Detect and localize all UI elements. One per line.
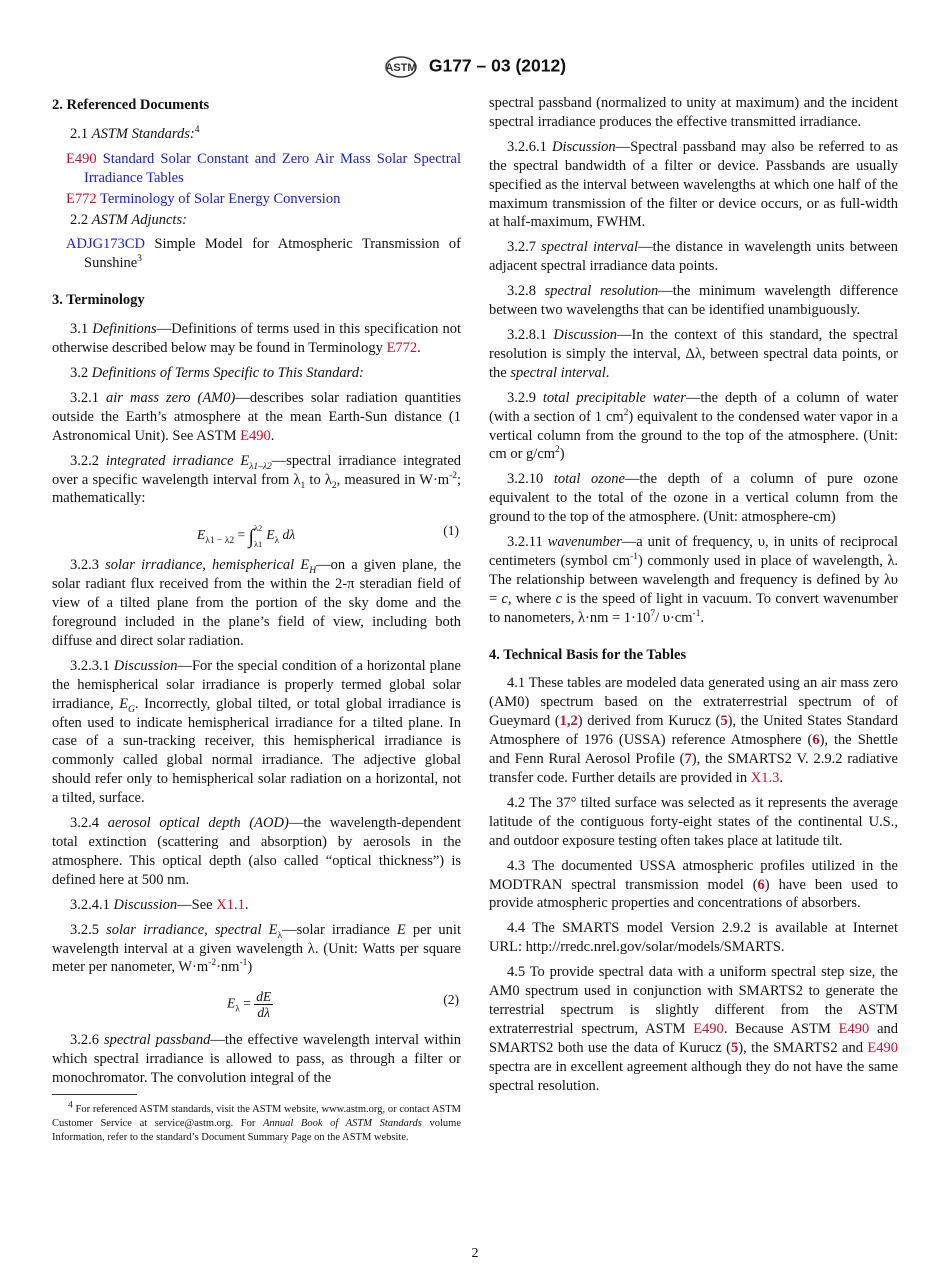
text-run: —on a given plane, the solar radiant flux received from the within the 2-π steradian field of view of a tilted plane from the portion of the sky dome and the foreground included in the plane’s field of view, including both diffuse and direct solar radiation. bbox=[52, 557, 461, 649]
text-run: total ozone bbox=[553, 471, 625, 488]
text-run: 3.2.1 bbox=[70, 389, 107, 406]
text-run: . bbox=[270, 427, 275, 444]
superscript: -2 bbox=[208, 958, 217, 969]
document-header bbox=[0, 55, 950, 79]
paragraph bbox=[489, 138, 898, 233]
paragraph bbox=[52, 1031, 461, 1088]
text-run: —Definitions of terms used in this specification not otherwise described below may be found in Terminology bbox=[52, 321, 462, 357]
text-run: ) commonly used in place of wavelength, λ. The relationship between wavelength and frequency is defined by λυ = bbox=[489, 552, 898, 607]
right-column bbox=[489, 94, 898, 1102]
text-run: 4.2 The 37° tilted surface was selected as it represents the average latitude of the contiguous forty-eight states of the continental U.S., and outdoor exposure testing often takes place at latitude tilt. bbox=[489, 794, 898, 849]
reference-link[interactable]: Standard Solar Constant and Zero Air Mass Solar Spectral Irradiance Tables bbox=[84, 150, 461, 186]
equation-2 bbox=[52, 983, 461, 1023]
text-run: c bbox=[555, 590, 562, 607]
text-run: —Spectral passband may also be referred to as the spectral bandwidth of a filter or device. Passbands are usually specified as the interval between wavelengths at which one half of the maximum transmission of the filter or device occurs, or as full-width at half-maximum, FWHM. bbox=[489, 138, 899, 231]
text-run: —the distance in wavelength units between adjacent spectral irradiance data points. bbox=[489, 239, 898, 275]
paragraph bbox=[489, 963, 898, 1095]
eq-upper-limit: λ2 bbox=[253, 523, 263, 534]
text-run: Annual Book of ASTM Standards bbox=[262, 1118, 422, 1129]
text-run: ASTM Standards: bbox=[91, 125, 195, 142]
text-run: 3.2.3.1 bbox=[70, 657, 114, 674]
text-run: , where bbox=[507, 590, 556, 607]
reference-link[interactable]: E490 bbox=[240, 427, 271, 444]
text-run: ASTM Adjuncts: bbox=[91, 211, 187, 228]
superscript: -2 bbox=[449, 470, 457, 481]
text-run: 4.5 To provide spectral data with a uniform spectral step size, the AM0 spectrum used in conjunction with SMARTS2 to generate the terrestrial spectrum is slightly different from the ASTM extraterrestrial spectrum, ASTM bbox=[489, 964, 898, 1037]
text-run: . Incorrectly, global tilted, or total global irradiance is often used to indicate hemispherical irradiance for a tilted plane. In case of a sun-tracking receiver, this hemispherical irradiance is commonly called global normal irradiance. The adjective global should refer only to hemispherical solar radiation on a horizontal, not a tilted, surface. bbox=[52, 695, 461, 807]
footnote-text bbox=[52, 1100, 461, 1145]
paragraph bbox=[489, 389, 898, 465]
section-heading bbox=[52, 94, 461, 115]
text-run: —For the special condition of a horizontal plane the hemispherical solar irradiance is properly termed global solar irradiance, bbox=[52, 657, 461, 712]
text-run: 3.2.10 bbox=[507, 471, 554, 488]
text-run: —the effective wavelength interval within which spectral irradiance is allowed to pass, as through a filter or monochromator. The convolution integral of the bbox=[52, 1032, 462, 1087]
eq-lower-limit: λ1 bbox=[253, 539, 263, 550]
paragraph bbox=[52, 896, 461, 915]
fraction bbox=[254, 989, 273, 1020]
paragraph bbox=[52, 814, 461, 890]
superscript: -1 bbox=[239, 958, 248, 969]
paragraph bbox=[489, 794, 898, 851]
text-run: . bbox=[779, 770, 783, 786]
eq-lhs: E bbox=[197, 527, 206, 543]
text-run: For referenced ASTM standards, visit the ASTM website, www.astm.org, or contact ASTM Customer Service at service@astm.org. For bbox=[52, 1104, 461, 1129]
reference-link[interactable]: E490 bbox=[838, 1020, 870, 1037]
text-run: . bbox=[244, 896, 249, 913]
text-run: ) bbox=[559, 446, 565, 463]
text-run: 3.2.4.1 bbox=[70, 896, 114, 913]
left-column bbox=[52, 94, 461, 1094]
equation-number: (2) bbox=[443, 992, 459, 1008]
text-run: 4.1 These tables are modeled data generated using an air mass zero (AM0) spectrum based on the extraterrestrial spectrum of of Gueymard ( bbox=[489, 675, 898, 730]
reference-link[interactable]: 5 bbox=[720, 713, 728, 730]
text-run: —solar irradiance bbox=[282, 921, 397, 938]
text-run: 3.2.9 bbox=[507, 389, 543, 406]
paragraph bbox=[52, 921, 461, 978]
integral-sign: ∫ bbox=[248, 526, 254, 549]
text-run: ), the Shettle and Fenn Rural Aerosol Profile ( bbox=[489, 732, 898, 768]
text-run: per unit wavelength interval at a given wavelength λ. (Unit: Watts per square meter per nanometer, W·m bbox=[52, 921, 461, 976]
text-run: ) bbox=[247, 959, 253, 976]
reference-link[interactable]: X1.1 bbox=[216, 896, 245, 913]
text-run: volume Information, refer to the standard’s Document Summary Page on the ASTM website. bbox=[52, 1118, 461, 1143]
superscript: 7 bbox=[650, 608, 656, 619]
text-run: aerosol optical depth (AOD) bbox=[107, 815, 289, 832]
paragraph bbox=[489, 857, 898, 914]
text-run: spectral passband bbox=[103, 1032, 211, 1049]
text-run: 3.2.7 bbox=[507, 239, 542, 256]
eq-lhs-subscript: λ bbox=[235, 1004, 240, 1015]
reference-link[interactable]: E490 bbox=[66, 150, 97, 167]
eq-integrand: E bbox=[266, 527, 275, 543]
reference-link[interactable]: E772 bbox=[386, 340, 418, 357]
text-run: ) have been used to provide atmospheric properties and concentrations of absorbers. bbox=[489, 876, 898, 912]
paragraph bbox=[489, 326, 898, 383]
superscript: -1 bbox=[630, 552, 638, 563]
text-run: ), the SMARTS2 and bbox=[738, 1039, 868, 1056]
eq-integrand-subscript: λ bbox=[274, 536, 280, 547]
text-run: 2.1 bbox=[70, 125, 92, 142]
text-run: 3.2.8 bbox=[507, 283, 545, 300]
text-run: 3.2.3 bbox=[70, 557, 106, 574]
superscript: 3 bbox=[137, 254, 142, 265]
text-run: c bbox=[501, 590, 508, 607]
text-run: 3.1 bbox=[70, 321, 93, 338]
text-run: 3.2.11 bbox=[507, 534, 548, 551]
subscript: G bbox=[128, 704, 135, 715]
text-run: ·nm bbox=[216, 959, 240, 976]
paragraph bbox=[52, 389, 461, 446]
text-run: ), the United States Standard Atmosphere of 1976 (USSA) reference Atmosphere ( bbox=[489, 713, 899, 749]
text-run: to λ bbox=[305, 471, 332, 488]
text-run: spectral resolution bbox=[544, 283, 659, 300]
text-run: total precipitable water bbox=[542, 389, 686, 406]
text-run: 3.2.6.1 bbox=[507, 138, 553, 155]
text-run: 3.2.5 bbox=[70, 921, 107, 938]
reference-link[interactable]: 7 bbox=[684, 751, 692, 768]
paragraph bbox=[489, 674, 898, 787]
eq-numerator: dE bbox=[256, 989, 272, 1005]
eq-equals: = bbox=[237, 527, 246, 543]
eq-lhs: E bbox=[227, 995, 236, 1011]
svg-text:ASTM: ASTM bbox=[385, 62, 417, 74]
paragraph bbox=[489, 470, 898, 527]
text-run: ) derived from Kurucz ( bbox=[577, 713, 721, 730]
eq-differential: dλ bbox=[282, 527, 296, 543]
text-run: is the speed of light in vacuum. To convert wavenumber to nanometers, λ·nm = 1·10 bbox=[489, 590, 898, 626]
text-run: 2. Referenced Documents bbox=[52, 97, 210, 113]
referenced-document bbox=[52, 150, 461, 188]
paragraph bbox=[52, 125, 461, 144]
text-run: Discussion bbox=[553, 326, 618, 343]
text-run: —the depth of a column of pure ozone equivalent to the total of the ozone in a vertical column from the ground to the top of the atmosphere. (Unit: atmosphere-cm) bbox=[489, 471, 899, 526]
superscript: 4 bbox=[68, 1100, 73, 1111]
text-run: 4. Technical Basis for the Tables bbox=[489, 646, 687, 663]
page-number: 2 bbox=[471, 1246, 479, 1261]
text-run: . bbox=[417, 340, 421, 357]
superscript: 4 bbox=[194, 125, 200, 136]
subscript: λ bbox=[277, 930, 283, 941]
paragraph bbox=[489, 282, 898, 320]
astm-logo-icon bbox=[384, 55, 418, 79]
text-run: . bbox=[605, 364, 610, 381]
subscript: λ1–λ2 bbox=[249, 461, 272, 472]
reference-link[interactable]: 6 bbox=[812, 732, 820, 749]
reference-link[interactable]: Terminology of Solar Energy Conversion bbox=[96, 190, 341, 207]
text-run: ), the SMARTS2 V. 2.9.2 radiative transfer code. Further details are provided in bbox=[489, 751, 898, 786]
text-run: spectra are in excellent agreement although they do not have the same spectral resolution. bbox=[489, 1058, 898, 1094]
text-run: —a unit of frequency, υ, in units of reciprocal centimeters (symbol cm bbox=[489, 534, 899, 569]
text-run: air mass zero (AM0) bbox=[106, 389, 236, 406]
text-run: spectral passband (normalized to unity at maximum) and the incident spectral irradiance produces the effective transmitted irradiance. bbox=[489, 95, 898, 130]
paragraph bbox=[52, 657, 461, 808]
footnote bbox=[52, 1094, 461, 1145]
reference-link[interactable]: 1,2 bbox=[559, 713, 578, 730]
subscript: 1 bbox=[300, 480, 306, 491]
text-run: 3.2.4 bbox=[70, 815, 108, 832]
text-run: . Because ASTM bbox=[723, 1020, 839, 1037]
text-run: —spectral irradiance integrated over a specific wavelength interval from λ bbox=[52, 452, 462, 488]
text-run: 3.2.6 bbox=[70, 1032, 104, 1049]
text-run: 4.3 The documented USSA atmospheric profiles utilized in the MODTRAN spectral transmission model ( bbox=[489, 857, 898, 893]
document-title: G177 – 03 (2012) bbox=[428, 55, 567, 76]
text-run: integrated irradiance E bbox=[105, 452, 250, 469]
reference-link[interactable]: 6 bbox=[757, 876, 765, 893]
text-run: 3.2.8.1 bbox=[507, 326, 554, 343]
subscript: 2 bbox=[331, 480, 337, 491]
paragraph bbox=[52, 556, 461, 651]
eq-equals: = bbox=[243, 995, 251, 1011]
text-run: —describes solar radiation quantities outside the Earth’s atmosphere at the mean Earth-Sun distance (1 Astronomical Unit). See ASTM bbox=[52, 389, 461, 444]
text-run: , measured in W·m bbox=[336, 471, 450, 488]
paragraph bbox=[52, 320, 461, 358]
text-run: E bbox=[119, 695, 129, 712]
reference-link[interactable]: E490 bbox=[693, 1020, 724, 1037]
text-run: 4.4 The SMARTS model Version 2.9.2 is available at Internet URL: http://rredc.nrel.gov/solar/models/SMARTS. bbox=[489, 920, 898, 956]
paragraph bbox=[52, 211, 461, 230]
equation-number: (1) bbox=[443, 523, 459, 539]
referenced-document bbox=[52, 235, 461, 273]
footnote-rule bbox=[52, 1094, 137, 1095]
section-heading bbox=[489, 644, 898, 665]
text-run: Definitions of Terms Specific to This Standard: bbox=[91, 364, 364, 381]
equation-1 bbox=[52, 514, 461, 548]
text-run: ) equivalent to the condensed water vapor in a vertical column from the ground to the top of the atmosphere. (Unit: cm or g/cm bbox=[489, 408, 898, 463]
text-run: Simple Model for Atmospheric Transmission of Sunshine bbox=[84, 236, 461, 272]
text-run: spectral interval bbox=[510, 364, 606, 381]
eq-denominator: dλ bbox=[257, 1005, 271, 1021]
text-run: and SMARTS2 both use the data of Kurucz ( bbox=[489, 1020, 899, 1056]
text-run: E bbox=[396, 921, 406, 938]
paragraph bbox=[489, 919, 898, 957]
superscript: 2 bbox=[555, 445, 560, 456]
text-run: spectral interval bbox=[541, 239, 639, 256]
paragraph bbox=[489, 94, 898, 132]
text-run: ; mathematically: bbox=[52, 471, 462, 507]
superscript: -1 bbox=[692, 608, 701, 619]
reference-link[interactable]: X1.3 bbox=[750, 770, 780, 786]
superscript: 2 bbox=[623, 407, 629, 418]
text-run: 2.2 bbox=[70, 211, 92, 228]
eq-lhs-subscript: λ1 − λ2 bbox=[205, 536, 235, 547]
paragraph bbox=[52, 452, 461, 509]
text-run: Discussion bbox=[552, 138, 616, 155]
text-run: solar irradiance, spectral E bbox=[106, 921, 278, 938]
referenced-document bbox=[52, 190, 461, 209]
text-run: —In the context of this standard, the spectral resolution is simply the interval, Δλ, between spectral data points, or the bbox=[489, 326, 898, 381]
text-run: —the wavelength-dependent total extinction (scattering and absorption) by aerosols in the atmosphere. This optical depth (also called “optical thickness”) is defined here at 500 nm. bbox=[52, 815, 462, 888]
text-run: 3. Terminology bbox=[52, 292, 145, 309]
text-run: Definitions bbox=[92, 321, 157, 338]
reference-link[interactable]: E490 bbox=[867, 1039, 898, 1056]
reference-link[interactable]: ADJG173CD bbox=[66, 236, 145, 253]
text-run: / υ·cm bbox=[655, 609, 693, 626]
text-run: . bbox=[700, 609, 705, 626]
text-run: wavenumber bbox=[547, 534, 622, 551]
text-run: Discussion bbox=[113, 896, 178, 913]
text-run: 3.2.2 bbox=[70, 452, 106, 469]
paragraph bbox=[489, 238, 898, 276]
reference-link[interactable]: 5 bbox=[730, 1039, 739, 1056]
subscript: H bbox=[309, 566, 317, 577]
text-run: Discussion bbox=[113, 657, 178, 674]
reference-link[interactable]: E772 bbox=[66, 190, 97, 207]
paragraph bbox=[52, 364, 461, 383]
text-run: —the depth of a column of water (with a section of 1 cm bbox=[489, 389, 899, 425]
text-run: solar irradiance, hemispherical E bbox=[105, 557, 310, 574]
text-run: —See bbox=[177, 896, 217, 913]
section-heading bbox=[52, 289, 461, 310]
text-run: —the minimum wavelength difference between two wavelengths that can be identified unambiguously. bbox=[489, 283, 899, 319]
paragraph bbox=[489, 533, 898, 628]
text-run: 3.2 bbox=[70, 364, 92, 381]
